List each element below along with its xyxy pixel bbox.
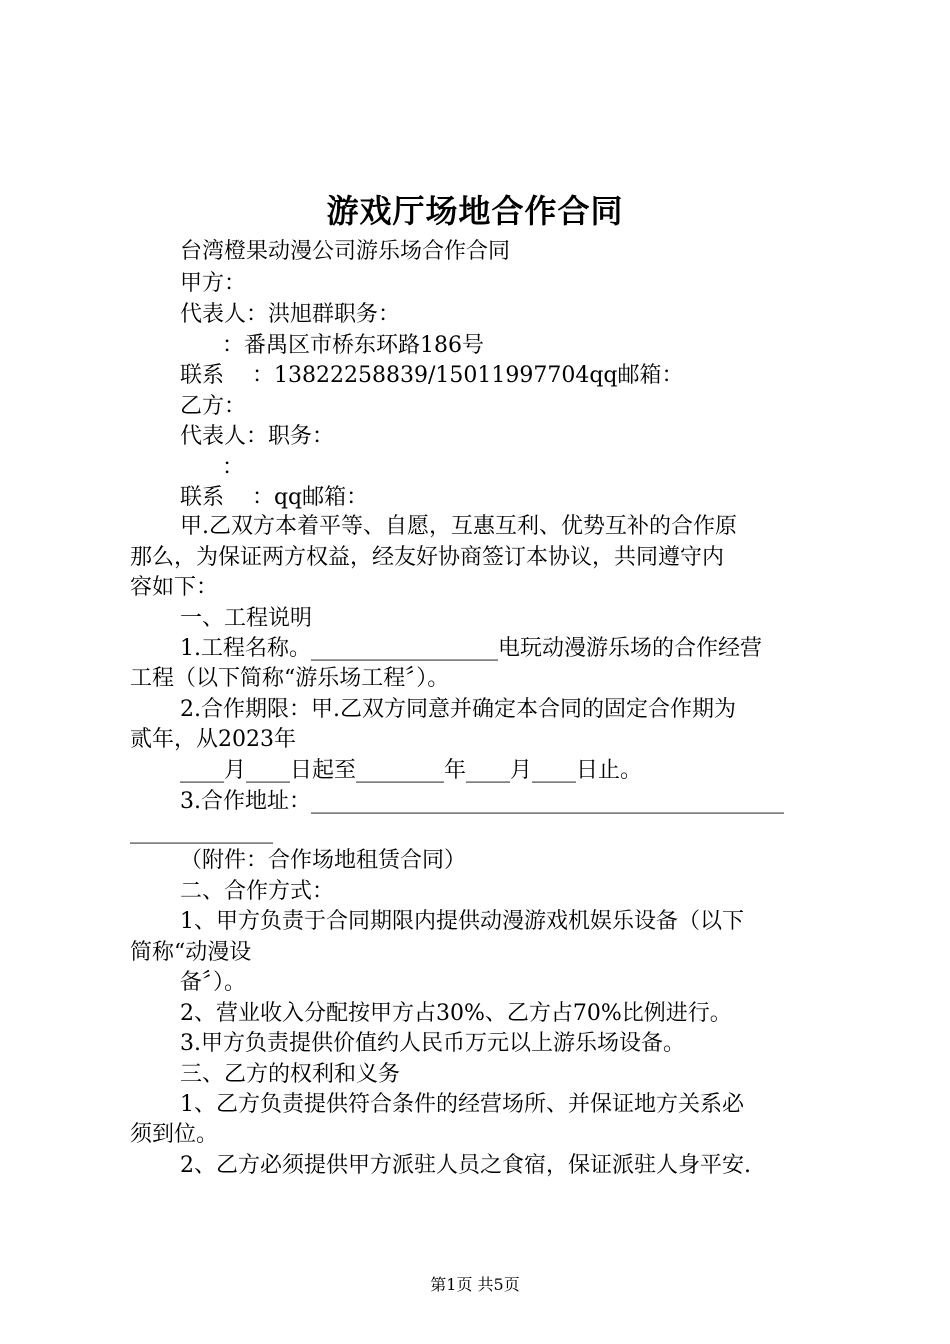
text-line: 代表人：洪旭群职务： bbox=[180, 302, 401, 327]
text-line: 2、乙方必须提供甲方派驻人员之食宿，保证派驻人身平安. bbox=[180, 1153, 751, 1178]
text-line: 2.合作期限：甲.乙双方同意并确定本合同的固定合作期为 bbox=[180, 697, 736, 722]
section-heading: 一、工程说明 bbox=[180, 606, 313, 631]
page-number: 第1页 共5页 bbox=[430, 1275, 520, 1294]
text-line: 贰年，从2023年 bbox=[130, 727, 296, 752]
text-line: （附件：合作场地租赁合同） bbox=[180, 848, 467, 873]
section-heading: 二、合作方式： bbox=[180, 879, 335, 904]
text-line: 联系 ：qq邮箱： bbox=[180, 485, 369, 510]
text-line: ： bbox=[180, 455, 244, 480]
text-line: _____________ bbox=[130, 819, 273, 844]
text-line: 1.工程名称。_________________电玩动漫游乐场的合作经营 bbox=[180, 636, 762, 661]
text-line: 须到位。 bbox=[130, 1122, 219, 1147]
text-line: 2、营业收入分配按甲方占30%、乙方占70%比例进行。 bbox=[180, 1001, 732, 1026]
text-line: 甲方： bbox=[180, 271, 247, 296]
text-line: 3.合作地址：___________________________________________ bbox=[180, 789, 784, 814]
text-line: 1、甲方负责于合同期限内提供动漫游戏机娱乐设备（以下 bbox=[180, 909, 744, 934]
text-line: 那么，为保证两方权益，经友好协商签订本协议，共同遵守内 bbox=[130, 545, 725, 570]
text-line: ：番禺区市桥东环路186号 bbox=[180, 333, 484, 358]
text-line: 容如下： bbox=[130, 575, 219, 600]
text-line: 备〞）。 bbox=[180, 970, 247, 995]
text-line: 甲.乙双方本着平等、自愿，互惠互利、优势互补的合作原 bbox=[180, 514, 737, 539]
text-line: 1、乙方负责提供符合条件的经营场所、并保证地方关系必 bbox=[180, 1092, 744, 1117]
section-heading: 三、乙方的权利和义务 bbox=[180, 1062, 401, 1087]
text-line: 3.甲方负责提供价值约人民币万元以上游乐场设备。 bbox=[180, 1031, 685, 1056]
text-line: 台湾橙果动漫公司游乐场合作合同 bbox=[180, 239, 511, 264]
text-line: 简称“动漫设 bbox=[130, 940, 252, 965]
text-line: 工程（以下简称“游乐场工程〞）。 bbox=[130, 666, 450, 691]
document-title: 游戏厅场地合作合同 bbox=[326, 192, 624, 230]
text-line: 代表人：职务： bbox=[180, 424, 335, 449]
text-line: 乙方： bbox=[180, 394, 247, 419]
text-line: ____月____日起至________年____月____日止。 bbox=[180, 758, 643, 783]
text-line: 联系 ：13822258839/15011997704qq邮箱： bbox=[180, 363, 684, 388]
